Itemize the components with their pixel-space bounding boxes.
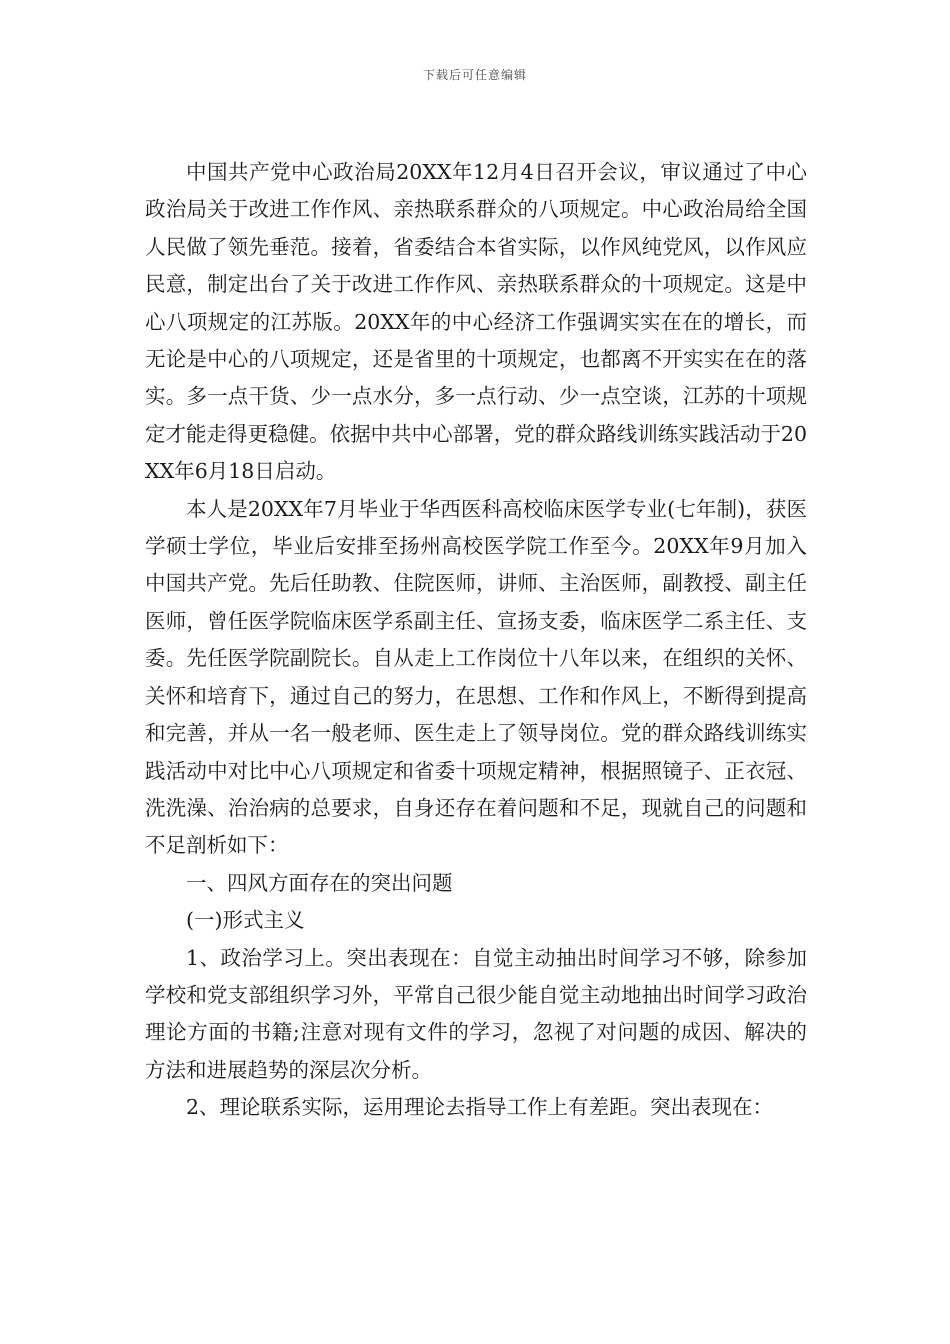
paragraph-intro: 中国共产党中心政治局20XX年12月4日召开会议，审议通过了中心政治局关于改进工作作风、亲热联系群众的八项规定。中心政治局给全国人民做了领先垂范。接着，省委结合本省实际，以作风纯党风，以作风应民意，制定出台了关于改进工作作风、亲热联系群众的十项规定。这是中心八项规定的江苏版。20XX年的中心经济工作强调实实在在的增长，而无论是中心的八项规定，还是省里的十项规定，也都离不开实实在在的落实。多一点干货、少一点水分，多一点行动、少一点空谈，江苏的十项规定才能走得更稳健。依据中共中心部署，党的群众路线训练实践活动于20XX年6月18日启动。 (145, 160, 807, 484)
page-header-note: 下载后可任意编辑 (422, 68, 527, 82)
subsection-heading: (一)形式主义 (186, 908, 305, 933)
section-heading: 一、四风方面存在的突出问题 (186, 870, 453, 895)
paragraph-self-introduction: 本人是20XX年7月毕业于华西医科高校临床医学专业(七年制)，获医学硕士学位，毕业后安排至扬州高校医学院工作至今。20XX年9月加入中国共产党。先后任助教、住院医师，讲师、主治医师，副教授、副主任医师，曾任医学院临床医学系副主任、宣扬支委，临床医学二系主任、支委。先任医学院副院长。自从走上工作岗位十八年以来，在组织的关怀、关怀和培育下，通过自己的努力，在思想、工作和作风上，不断得到提高和完善，并从一名一般老师、医生走上了领导岗位。党的群众路线训练实践活动中对比中心八项规定和省委十项规定精神，根据照镜子、正衣冠、洗洗澡、治治病的总要求，自身还存在着问题和不足，现就自己的问题和不足剖析如下： (145, 496, 807, 858)
paragraph-item-2: 2、理论联系实际，运用理论去指导工作上有差距。突出表现在： (186, 1095, 774, 1120)
paragraph-item-1: 1、政治学习上。突出表现在：自觉主动抽出时间学习不够，除参加学校和党支部组织学习外，平常自己很少能自觉主动地抽出时间学习政治理论方面的书籍;注意对现有文件的学习，忽视了对问题的成因、解决的方法和进展趋势的深层次分析。 (145, 945, 807, 1082)
document-body (145, 154, 807, 1127)
